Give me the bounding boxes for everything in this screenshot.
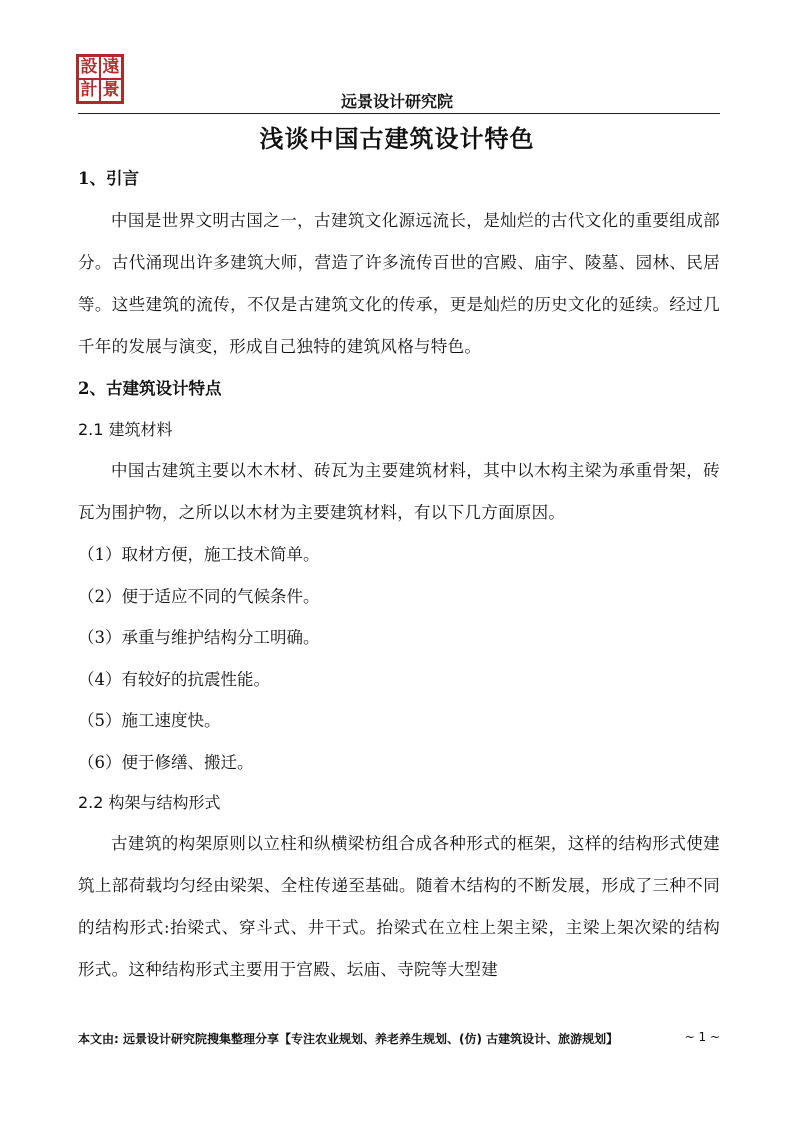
list-item: （3）承重与维护结构分工明确。 [78, 628, 320, 647]
list-item: （1）取材方便，施工技术简单。 [78, 545, 320, 564]
paragraph: 中国古建筑主要以木木材、砖瓦为主要建筑材料，其中以木构主梁为承重骨架，砖瓦为围护物，之所以以木材为主要建筑材料，有以下几方面原因。 [78, 461, 720, 522]
paragraph: 中国是世界文明古国之一，古建筑文化源远流长，是灿烂的古代文化的重要组成部分。古代涌现出许多建筑大师，营造了许多流传百世的宫殿、庙宇、陵墓、园林、民居等。这些建筑的流传，不仅是古建筑文化的传承，更是灿烂的历史文化的延续。经过几千年的发展与演变，形成自己独特的建筑风格与特色。 [78, 211, 720, 356]
list-item: （5）施工速度快。 [78, 711, 221, 730]
logo-char: 計 [80, 80, 98, 100]
list-item: （2）便于适应不同的气候条件。 [78, 586, 320, 606]
section-heading: 1、引言 [78, 169, 139, 188]
subsection-heading: 2.2 构架与结构形式 [78, 793, 221, 812]
list-item: （6）便于修缮、搬迁。 [78, 752, 254, 772]
document-body [78, 158, 720, 991]
section-heading: 2、古建筑设计特点 [78, 379, 222, 398]
logo-char: 設 [80, 57, 98, 77]
paragraph: 古建筑的构架原则以立柱和纵横梁枋组合成各种形式的框架，这样的结构形式使建筑上部荷载均匀经由梁架、全柱传递至基础。随着木结构的不断发展，形成了三种不同的结构形式:抬梁式、穿斗式、井干式。抬梁式在立柱上架主梁，主梁上架次梁的结构形式。这种结构形式主要用于宫殿、坛庙、寺院等大型建 [78, 834, 720, 979]
subsection-heading: 2.1 建筑材料 [78, 420, 173, 439]
page-footer [78, 1030, 720, 1047]
header-divider [78, 113, 720, 114]
logo-char: 遠 [102, 57, 120, 77]
list-item: （4）有较好的抗震性能。 [78, 669, 270, 689]
page-number: ~ 1 ~ [684, 1030, 720, 1044]
document-title: 浅谈中国古建筑设计特色 [259, 124, 535, 153]
footer-note: 本文由: 远景设计研究院搜集整理分享【专注农业规划、养老养生规划、(仿) 古建筑设计、旅游规划】 [78, 1032, 619, 1046]
logo-char: 景 [102, 80, 120, 100]
header-org-name: 远景设计研究院 [340, 92, 453, 111]
